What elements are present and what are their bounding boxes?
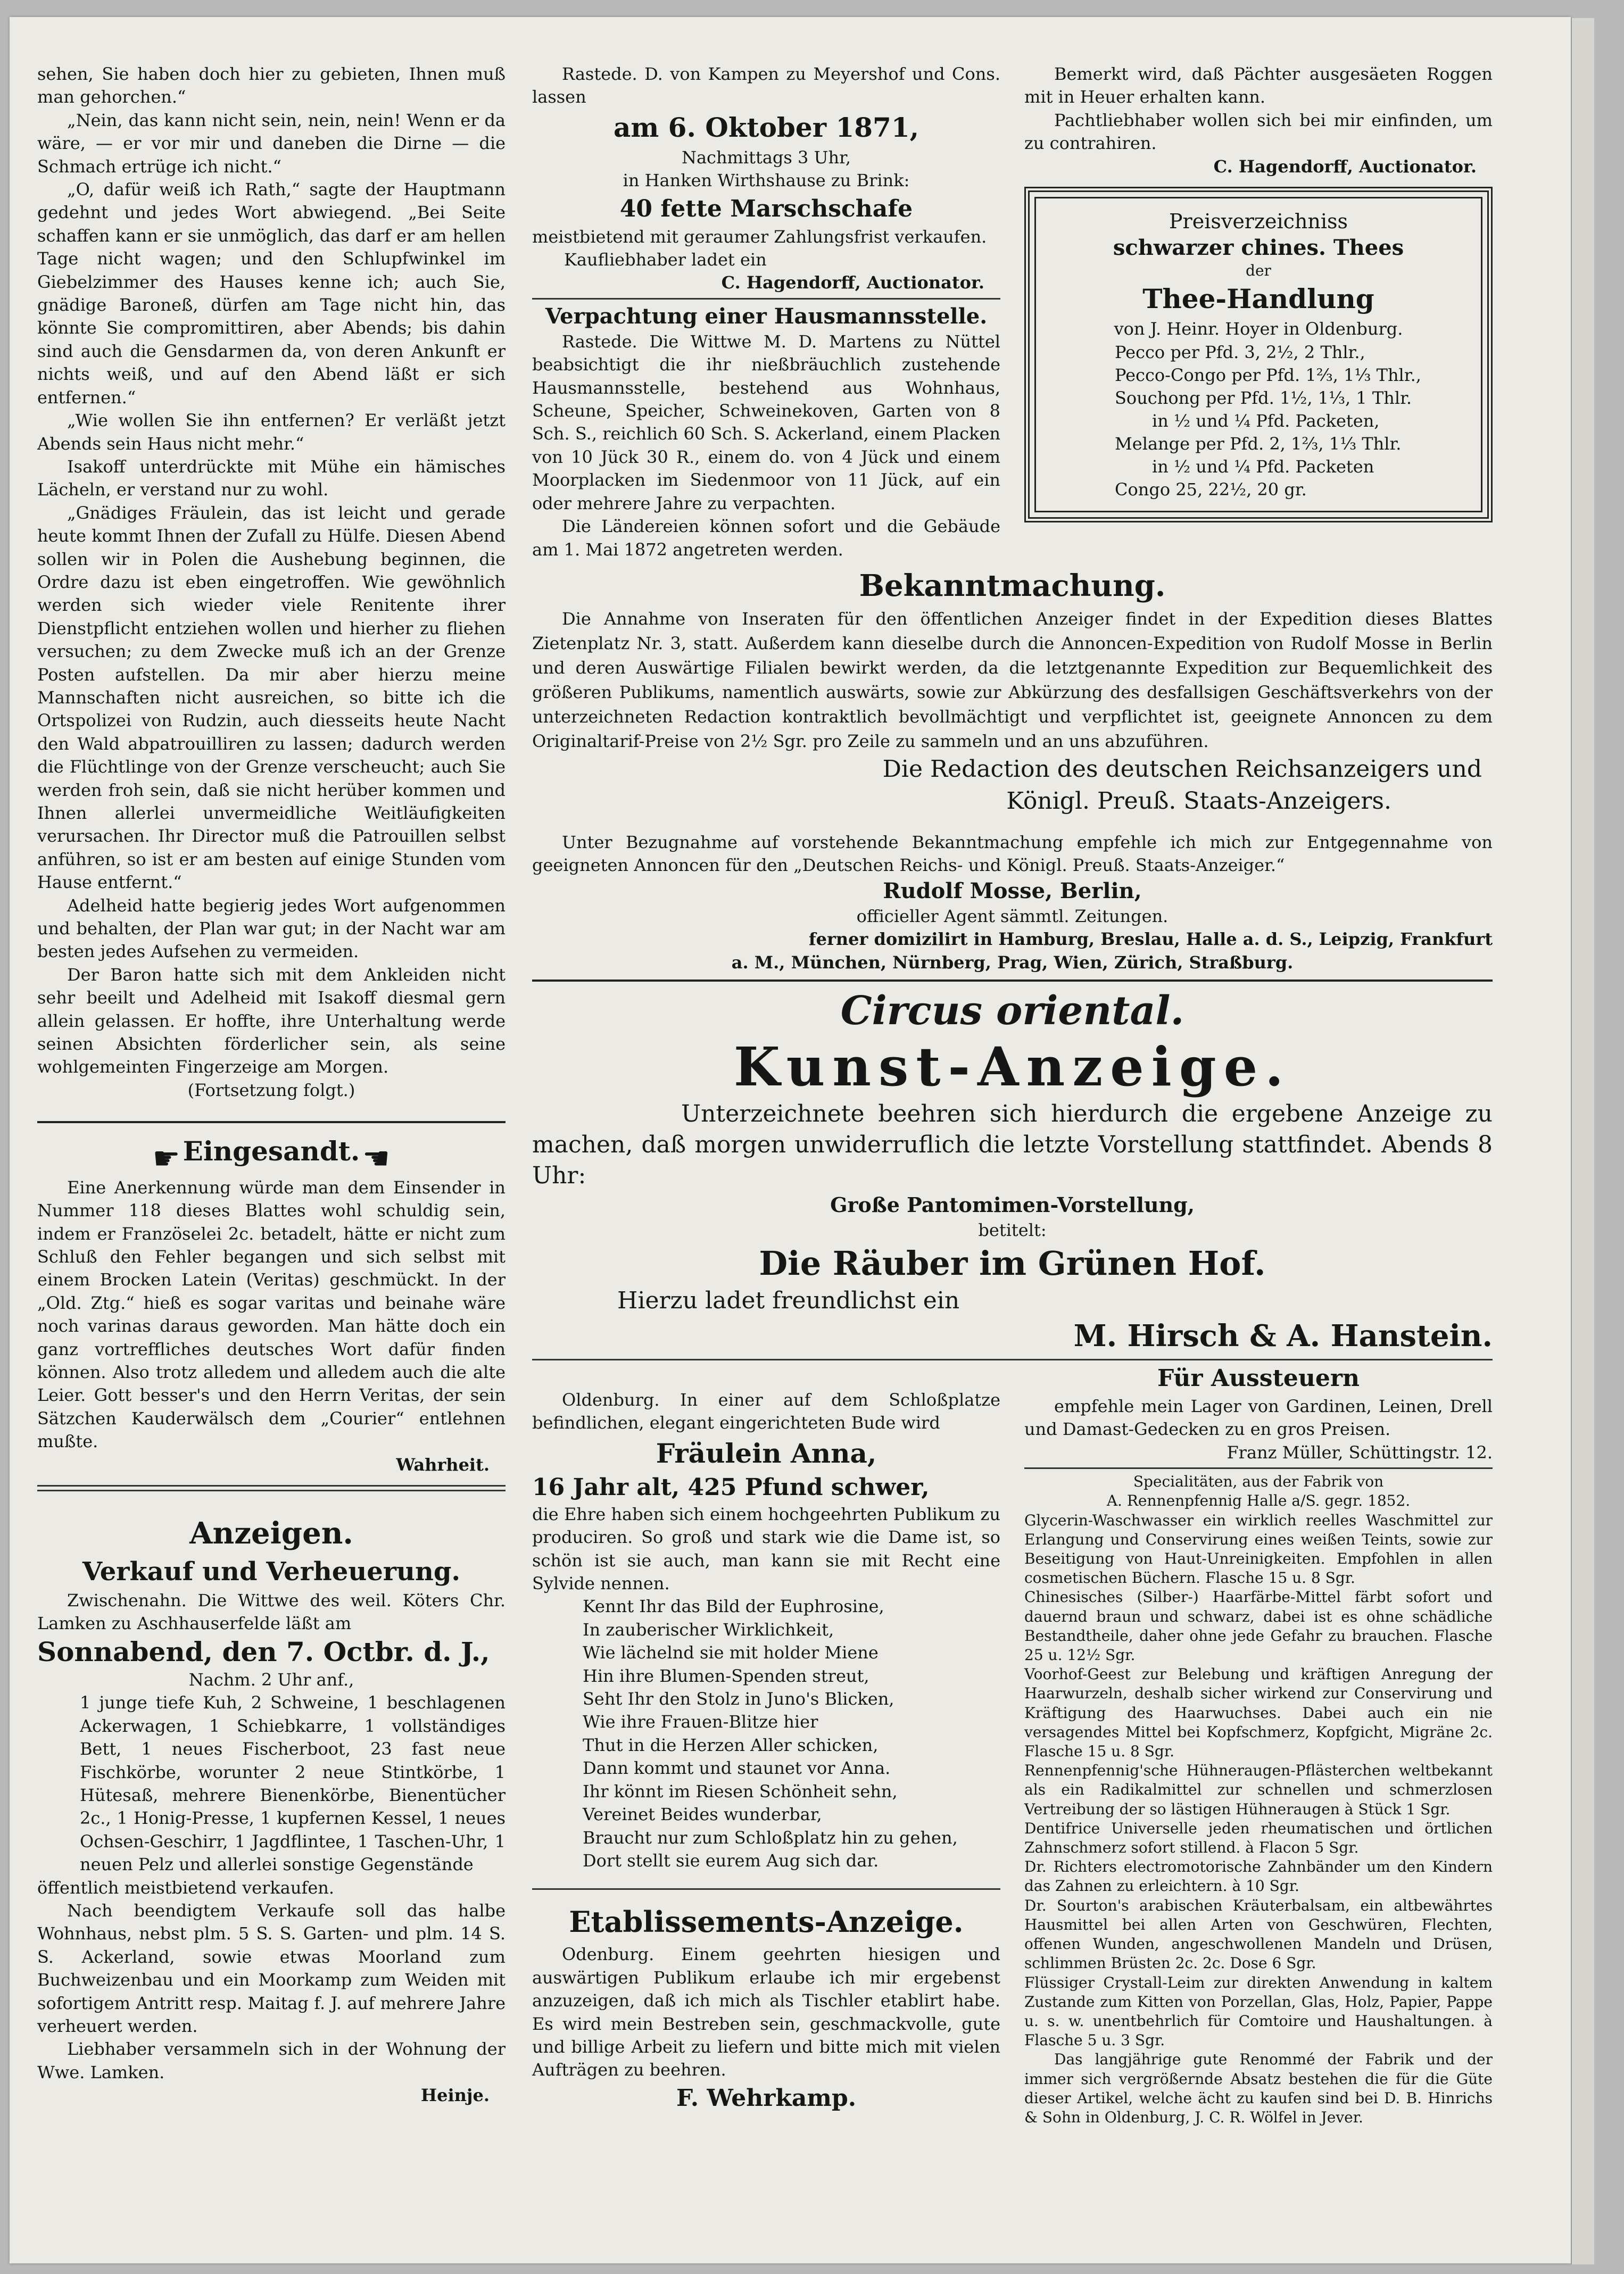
rastede-time: Nachmittags 3 Uhr, bbox=[681, 147, 851, 168]
column-left bbox=[37, 63, 506, 2107]
spec-item: Flüssiger Crystall-Leim zur direkten Anwendung in kaltem Zustande zum Kitten von Porzellan, Glas, Holz, Papier, Pappe u. s. w. unentbehrlich für Comtoire und Haushaltungen. à Flasche 5 u. 3 Sgr. bbox=[1024, 1973, 1493, 2049]
continued-note: (Fortsetzung folgt.) bbox=[187, 1080, 355, 1100]
poem-line: Braucht nur zum Schloßplatz hin zu gehen, bbox=[583, 1827, 958, 1848]
kunst-show: Große Pantomimen-Vorstellung, bbox=[830, 1193, 1195, 1217]
pacht-note: Bemerkt wird, daß Pächter ausgesäeten Roggen mit in Heuer erhalten kann. bbox=[1024, 64, 1493, 107]
eingesandt-title: Eingesandt. bbox=[183, 1135, 360, 1167]
rastede-place: in Hanken Wirthshause zu Brink: bbox=[623, 170, 910, 191]
tea-heading: Preisverzeichniss bbox=[1169, 210, 1348, 234]
divider bbox=[37, 1121, 506, 1123]
story-paragraph: „Gnädiges Fräulein, das ist leicht und gerade heute kommt Ihnen der Zufall zu Hülfe. Diesen Abend sollen wir in Polen die Aushebung beginnen, die Ordre dazu ist eben eingetroffen. Wie gewöhnlich werden sich wieder viele Renitente ihrer Dienstpflicht entziehen wollen und hierher zu fliehen versuchen; zu dem Zwecke muß ich an der Grenze Posten aufstellen. Da mir aber hierzu meine Mannschaften nicht ausreichen, so bitte ich die Ortspolizei von Rudzin, auch diesseits heute Nacht den Wald abpatrouilliren zu lassen; dadurch werden die Flüchtlinge von der Grenze verscheucht; auch Sie werden froh sein, daß sie nicht herüber kommen und Ihnen allerlei unvermeidliche Weitläufigkeiten verursachen. Ihr Director muß die Patrouillen selbst anführen, so ist er am besten auf einige Stunden vom Hause entfernt.“ bbox=[37, 502, 506, 893]
bekanntmachung-title: Bekanntmachung. bbox=[859, 568, 1166, 603]
wide-notices bbox=[532, 565, 1493, 1364]
tea-price: Pecco per Pfd. 3, 2½, 2 Thlr., bbox=[1115, 342, 1365, 362]
divider bbox=[532, 298, 1000, 300]
poem-line: Kennt Ihr das Bild der Euphrosine, bbox=[583, 1596, 884, 1617]
verkauf-signature: Heinje. bbox=[420, 2085, 490, 2106]
poem-line: Ihr könnt im Riesen Schönheit sehn, bbox=[583, 1781, 898, 1802]
poem-line: Wie ihre Frauen-Blitze hier bbox=[583, 1712, 818, 1732]
tea-subheading: schwarzer chines. Thees bbox=[1113, 235, 1404, 261]
verkauf-date: Sonnabend, den 7. Octbr. d. J., bbox=[37, 1636, 490, 1667]
kunst-text: Unterzeichnete beehren sich hierdurch die ergebene Anzeige zu machen, daß morgen unwiderruflich die letzte Vorstellung stattfindet. Abends 8 Uhr: bbox=[532, 1100, 1493, 1190]
verpacht-text: Rastede. Die Wittwe M. D. Martens zu Nüttel beabsichtigt die ihr nießbräuchlich zustehende Hausmannsstelle, bestehend aus Wohnhaus, Scheune, Speicher, Schweinekoven, Garten von 8 Sch. S., reichlich 60 Sch. S. Ackerland, einem Placken von 10 Jück 30 R., einem do. von 4 Jück und einem Moorplacken im Siedenmoor von 11 Jück, auf ein oder mehrere Jahre zu verpachten. bbox=[532, 331, 1000, 513]
divider bbox=[532, 1888, 1000, 1890]
rastede-date: am 6. Oktober 1871, bbox=[613, 111, 919, 143]
column-right-lower bbox=[1024, 1362, 1493, 2127]
spec-item: Dr. Richters electromotorische Zahnbänder um den Kindern das Zahnen zu erleichtern. à 10 Sgr. bbox=[1024, 1858, 1493, 1895]
circus-title: Circus oriental. bbox=[840, 988, 1184, 1034]
mosse-cities: ferner domizilirt in Hamburg, Breslau, Halle a. d. S., Leipzig, Frankfurt bbox=[808, 929, 1493, 950]
tea-price: Melange per Pfd. 2, 1⅔, 1⅓ Thlr. bbox=[1115, 433, 1402, 454]
divider bbox=[1024, 1467, 1493, 1469]
divider bbox=[532, 980, 1493, 982]
story-paragraph: Isakoff unterdrückte mit Mühe ein hämisches Lächeln, er verstand nur zu wohl. bbox=[37, 456, 506, 500]
spec-maker: A. Rennenpfennig Halle a/S. gegr. 1852. bbox=[1106, 1492, 1411, 1510]
poem-line: Vereinet Beides wunderbar, bbox=[583, 1804, 822, 1825]
kunst-signature: M. Hirsch & A. Hanstein. bbox=[1073, 1318, 1493, 1354]
column-middle-lower bbox=[532, 1389, 1000, 2115]
poem-line: Thut in die Herzen Aller schicken, bbox=[583, 1734, 879, 1755]
verkauf-intro: Zwischenahn. Die Wittwe des weil. Köters Chr. Lamken zu Aschhauserfelde läßt am bbox=[37, 1590, 506, 1634]
column-middle bbox=[532, 63, 1000, 561]
aussteuer-title: Für Aussteuern bbox=[1157, 1365, 1360, 1392]
tea-price: Pecco-Congo per Pfd. 1⅔, 1⅓ Thlr., bbox=[1115, 364, 1421, 385]
etablissement-signature: F. Wehrkamp. bbox=[676, 2084, 857, 2112]
anzeigen-title: Anzeigen. bbox=[189, 1516, 353, 1551]
redaction-signature-2: Königl. Preuß. Staats-Anzeigers. bbox=[1006, 787, 1391, 815]
poem-line: Dort stellt sie eurem Aug sich dar. bbox=[583, 1850, 879, 1871]
page-edge bbox=[1571, 18, 1594, 2264]
story-paragraph: Adelheid hatte begierig jedes Wort aufgenommen und behalten, der Plan war gut; in der Nacht war am besten jedes Aufsehen zu vermeiden. bbox=[37, 895, 506, 962]
etablissement-title: Etablissements-Anzeige. bbox=[569, 1905, 964, 1939]
tea-price: Congo 25, 22½, 20 gr. bbox=[1115, 479, 1307, 500]
spec-item: Rennenpfennig'sche Hühneraugen-Pflästerchen weltbekannt als ein Radikalmittel zur schnellen und schmerzlosen Vertreibung der so lästigen Hühneraugen à Stück 1 Sgr. bbox=[1024, 1762, 1493, 1818]
aussteuer-signature: Franz Müller, Schüttingstr. 12. bbox=[1227, 1442, 1493, 1463]
rastede-item: 40 fette Marschschafe bbox=[619, 195, 913, 222]
divider bbox=[37, 1485, 506, 1487]
story-paragraph: „Nein, das kann nicht sein, nein, nein! Wenn er da wäre, — er vor mir und daneben die Dirne — die Schmach ertrüge ich nicht.“ bbox=[37, 110, 506, 177]
rastede-signature: C. Hagendorff, Auctionator. bbox=[721, 272, 984, 293]
story-paragraph: „Wie wollen Sie ihn entfernen? Er verläßt jetzt Abends sein Haus nicht mehr.“ bbox=[37, 410, 506, 454]
mosse-text: Unter Bezugnahme auf vorstehende Bekanntmachung empfehle ich mich zur Entgegennahme von geeigneten Annoncen für den „Deutschen Reichs- und Königl. Preuß. Staats-Anzeiger.“ bbox=[532, 832, 1493, 876]
verkauf-items: 1 junge tiefe Kuh, 2 Schweine, 1 beschlagenen Ackerwagen, 1 Schiebkarre, 1 vollständiges Bett, 1 neues Fischerboot, 23 fast neue Fischkörbe, worunter 2 neue Stintkörbe, 1 Hütesaß, mehrere Bienenkörbe, Bienentücher 2c., 1 Honig-Presse, 1 kupfernen Kessel, 1 neues Ochsen-Geschirr, 1 Jagdflintee, 1 Taschen-Uhr, 1 neuen Pelz und allerlei sonstige Gegenstände bbox=[80, 1692, 506, 1875]
mosse-name: Rudolf Mosse, Berlin, bbox=[883, 878, 1142, 903]
story-paragraph: sehen, Sie haben doch hier zu gebieten, Ihnen muß man gehorchen.“ bbox=[37, 64, 506, 107]
poem-line: Dann kommt und staunet vor Anna. bbox=[583, 1758, 891, 1779]
aussteuer-text: empfehle mein Lager von Gardinen, Leinen, Drell und Damast-Gedecken zu en gros Preisen. bbox=[1024, 1396, 1493, 1440]
mosse-role: officieller Agent sämmtl. Zeitungen. bbox=[856, 906, 1169, 926]
divider bbox=[37, 1490, 506, 1491]
serial-story bbox=[37, 63, 506, 1102]
column-right bbox=[1024, 63, 1493, 531]
kunst-titled: betitelt: bbox=[978, 1220, 1047, 1241]
tea-price: in ½ und ¼ Pfd. Packeten bbox=[1152, 456, 1374, 477]
pacht-note-2: Pachtliebhaber wollen sich bei mir einfinden, um zu contrahiren. bbox=[1024, 110, 1493, 154]
verkauf-title: Verkauf und Verheuerung. bbox=[82, 1557, 461, 1587]
pointing-hand-right-icon: ☛ bbox=[152, 1140, 180, 1176]
bekanntmachung-text: Die Annahme von Inseraten für den öffentlichen Anzeiger findet in der Expedition dieses Blattes Zietenplatz Nr. 3, statt. Außerdem kann dieselbe durch die Annoncen-Expedition von Rudolf Mosse in Berlin und deren Auswärtige Filialen bewirkt werden, da die letztgenannte Expedition zur Bequemlichkeit des größeren Publikums, namentlich auswärts, sowie zur Abkürzung des desfallsigen Geschäftsverkehrs von der unterzeichneten Redaction kontraktlich bevollmächtigt und verpflichtet ist, geeignete Annoncen zu dem Originaltarif-Preise von 2½ Sgr. pro Zeile zu sammeln und an uns abzuführen. bbox=[532, 609, 1493, 751]
eingesandt-text: Eine Anerkennung würde man dem Einsender in Nummer 118 dieses Blattes wohl schuldig sein, indem er Französelei 2c. betadelt, hätte er nicht zum Schluß den Fehler begangen und sich selbst mit einem Brocken Latein (Veritas) geschmückt. In der „Old. Ztg.“ hieß es sogar varitas und beinahe wäre noch varinas daraus geworden. Man hätte doch ein ganz vortreffliches deutsches Wort dafür finden können. Also trotz alledem und alledem auch die alte Leier. Gott besser's und den Herrn Veritas, der sein Sätzchen Kauderwälsch dem „Courier“ entlehnen mußte. bbox=[37, 1177, 506, 1452]
verkauf-more: Nach beendigtem Verkaufe soll das halbe Wohnhaus, nebst plm. 5 S. S. Garten- und plm. 14 S. S. Ackerland, sowie etwas Moorland zum Buchweizenbau und ein Moorkamp zum Weiden mit sofortigem Antritt resp. Maitag f. J. auf mehrere Jahre verheuert werden. bbox=[37, 1900, 506, 2036]
tea-price: Souchong per Pfd. 1½, 1⅓, 1 Thlr. bbox=[1115, 387, 1412, 408]
poem-line: Hin ihre Blumen-Spenden streut, bbox=[583, 1665, 869, 1686]
pacht-signature: C. Hagendorff, Auctionator. bbox=[1213, 156, 1477, 177]
verkauf-end: Liebhaber versammeln sich in der Wohnung der Wwe. Lamken. bbox=[37, 2039, 506, 2082]
tea-owner: von J. Heinr. Hoyer in Oldenburg. bbox=[1114, 319, 1403, 339]
kunst-play: Die Räuber im Grünen Hof. bbox=[759, 1244, 1266, 1283]
rastede-invite: Kaufliebhaber ladet ein bbox=[564, 250, 767, 270]
tea-company: Thee-Handlung bbox=[1142, 283, 1374, 315]
spec-item: Dr. Sourton's arabischen Kräuterbalsam, ein altbewährtes Hausmittel bei allen Arten von Geschwüren, Flechten, offenen Wunden, angeschwollenen Mandeln und Drüsen, schlimmen Brüsten 2c. 2c. Dose 6 Sgr. bbox=[1024, 1896, 1493, 1972]
spec-item: Voorhof-Geest zur Belebung und kräftigen Anregung der Haarwurzeln, deshalb sicher wirkend zur Conservirung und Kräftigung des Haarwuchses. Dabei auch ein nie versagendes Mittel bei Kopfschmerz, Kopfgicht, Migräne 2c. Flasche 15 u. 8 Sgr. bbox=[1024, 1665, 1493, 1761]
eingesandt-signature: Wahrheit. bbox=[396, 1454, 490, 1475]
anna-name: Fräulein Anna, bbox=[656, 1437, 877, 1469]
rastede-intro: Rastede. D. von Kampen zu Meyershof und Cons. lassen bbox=[532, 64, 1000, 107]
pointing-hand-left-icon: ☛ bbox=[362, 1140, 391, 1176]
poem-line: In zauberischer Wirklichkeit, bbox=[583, 1619, 834, 1640]
divider bbox=[532, 1359, 1493, 1360]
anna-age: 16 Jahr alt, 425 Pfund schwer, bbox=[532, 1473, 930, 1501]
eingesandt-header bbox=[37, 1133, 506, 1176]
tea-der: der bbox=[1246, 262, 1271, 280]
rastede-terms: meistbietend mit geraumer Zahlungsfrist verkaufen. bbox=[532, 226, 987, 247]
tea-price: in ½ und ¼ Pfd. Packeten, bbox=[1152, 410, 1380, 431]
etablissement-text: Odenburg. Einem geehrten hiesigen und auswärtigen Publikum erlaube ich mir ergebenst anzuzeigen, daß ich mich als Tischler etablirt habe. Es wird mein Bestreben sein, geschmackvolle, gute und billige Arbeit zu liefern und bitte mich mit vielen Aufträgen zu beehren. bbox=[532, 1944, 1000, 2080]
mosse-cities-2: a. M., München, Nürnberg, Prag, Wien, Zürich, Straßburg. bbox=[731, 952, 1294, 973]
redaction-signature: Die Redaction des deutschen Reichsanzeigers und bbox=[882, 756, 1482, 783]
poem-line: Seht Ihr den Stolz in Juno's Blicken, bbox=[583, 1689, 894, 1709]
anna-text: die Ehre haben sich einem hochgeehrten Publikum zu produciren. So groß und stark wie die Dame ist, so schön ist sie auch, man kann sie mit Recht eine Sylvide nennen. bbox=[532, 1504, 1000, 1594]
verpacht-text-2: Die Ländereien können sofort und die Gebäude am 1. Mai 1872 angetreten werden. bbox=[532, 516, 1000, 560]
spec-title: Specialitäten, aus der Fabrik von bbox=[1133, 1473, 1384, 1491]
verkauf-after: öffentlich meistbietend verkaufen. bbox=[37, 1877, 335, 1898]
spec-item: Chinesisches (Silber-) Haarfärbe-Mittel färbt sofort und dauernd braun und schwarz, dabei ist es ohne schädliche Bestandtheile, daher ohne jede Gefahr zu brauchen. Flasche 25 u. 12½ Sgr. bbox=[1024, 1588, 1493, 1664]
anna-intro: Oldenburg. In einer auf dem Schloßplatze befindlichen, elegant eingerichteten Bude wird bbox=[532, 1390, 1000, 1433]
poem-line: Wie lächelnd sie mit holder Miene bbox=[583, 1642, 879, 1663]
story-paragraph: „O, dafür weiß ich Rath,“ sagte der Hauptmann gedehnt und jedes Wort abwiegend. „Bei Seite schaffen kann er sie unmöglich, das darf er am hellen Tage nicht wagen; und den Schlupfwinkel im Giebelzimmer des Hauses kenne ich; auch Sie, gnädige Baroneß, dürfen am Tage nicht hin, das könnte Sie compromittiren, aber Abends; bis dahin sind auch die Gensdarmen da, von deren Ankunft er nichts weiß, und auf den Abend läßt er sich entfernen.“ bbox=[37, 179, 506, 408]
verpacht-title: Verpachtung einer Hausmannsstelle. bbox=[545, 303, 988, 329]
verkauf-time: Nachm. 2 Uhr anf., bbox=[188, 1669, 354, 1690]
spec-item: Dentifrice Universelle jeden rheumatischen und örtlichen Zahnschmerz sofort stillend. à Flacon 5 Sgr. bbox=[1024, 1819, 1493, 1857]
tea-price-box bbox=[1024, 187, 1493, 522]
spec-end: Das langjährige gute Renommé der Fabrik und der immer sich vergrößernde Absatz bestehen die für die Güte dieser Artikel, welche ächt zu kaufen sind bei D. B. Hinrichs & Sohn in Oldenburg, J. C. R. Wölfel in Jever. bbox=[1024, 2051, 1493, 2126]
kunst-invite: Hierzu ladet freundlichst ein bbox=[617, 1287, 960, 1315]
story-paragraph: Der Baron hatte sich mit dem Ankleiden nicht sehr beeilt und Adelheid mit Isakoff diesmal gern allein gelassen. Er hoffte, ihre Unterhaltung werde seinen Absichten förderlicher sein, als seine wohlgemeinten Fingerzeige am Morgen. bbox=[37, 964, 506, 1077]
spec-item: Glycerin-Waschwasser ein wirklich reelles Waschmittel zur Erlangung und Conservirung eines weißen Teints, sowie zur Beseitigung von Haut-Unreinigkeiten. Empfohlen in allen cosmetischen Büchern. Flasche 15 u. 8 Sgr. bbox=[1024, 1511, 1493, 1587]
kunst-anzeige-title: Kunst-Anzeige. bbox=[733, 1035, 1291, 1099]
